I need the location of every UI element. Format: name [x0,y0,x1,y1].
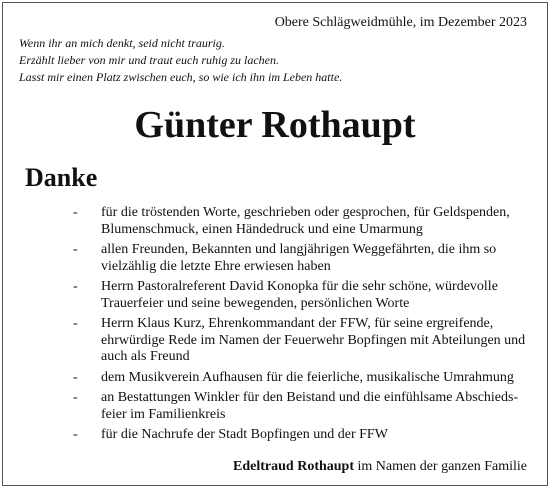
bullet-dash: - [73,242,78,257]
thanks-item-text: dem Musikverein Aufhausen für die feierliche, musikalische Umrahmung [101,369,514,385]
poem-line: Lasst mir einen Platz zwischen euch, so wie ich ihn im Leben hatte. [19,70,343,84]
signature-suffix: im Namen der ganzen Familie [357,459,527,474]
thanks-item [63,316,541,366]
poem-line: Wenn ihr an mich denkt, seid nicht traurig. [19,36,225,50]
poem-line: Erzählt lieber von mir und traut euch ruhig zu lachen. [19,53,279,67]
bullet-dash: - [73,390,78,405]
place-date: Obere Schlägweidmühle, im Dezember 2023 [274,15,527,30]
thanks-item-text: Herrn Pastoralreferent David Konopka für die sehr schöne, würdevolle Trauerfeier und seine bewegenden, persönlichen Worte [101,279,498,311]
poem [19,35,342,86]
deceased-name: Günter Rothaupt [134,104,416,146]
thanks-item-text: an Bestattungen Winkler für den Beistand und die einfühlsame Abschieds-feier im Familienkreis [101,390,519,422]
bullet-dash: - [73,369,78,385]
thanks-item [63,390,541,423]
thanks-list [63,205,541,448]
bullet-dash: - [73,205,78,220]
bullet-dash: - [73,316,78,331]
thanks-item [63,279,541,312]
thanks-item-text: allen Freunden, Bekannten und langjährigen Weggefährten, die ihm so vielzählig die letzte Ehre erwiesen haben [101,242,497,274]
thanks-item [63,205,541,238]
thanks-item [63,242,541,275]
thanks-item-text: für die Nachrufe der Stadt Bopfingen und der FFW [101,427,388,442]
thanks-item [63,427,541,444]
thanks-heading: Danke [25,163,98,192]
thanks-item-text: für die tröstenden Worte, geschrieben oder gesprochen, für Geldspenden, Blumenschmuck, einen Händedruck und eine Umarmung [101,205,510,237]
bullet-dash: - [73,279,78,294]
signer-name: Edeltraud Rothaupt [233,459,354,474]
obituary-notice [2,2,548,486]
bullet-dash: - [73,427,78,442]
thanks-item [63,370,541,387]
thanks-item-text: Herrn Klaus Kurz, Ehrenkommandant der FFW, für seine ergreifende, ehrwürdige Rede im Namen der Feuerwehr Bopfingen mit Abteilungen und auch als Freund [101,316,526,364]
signature [233,459,527,475]
